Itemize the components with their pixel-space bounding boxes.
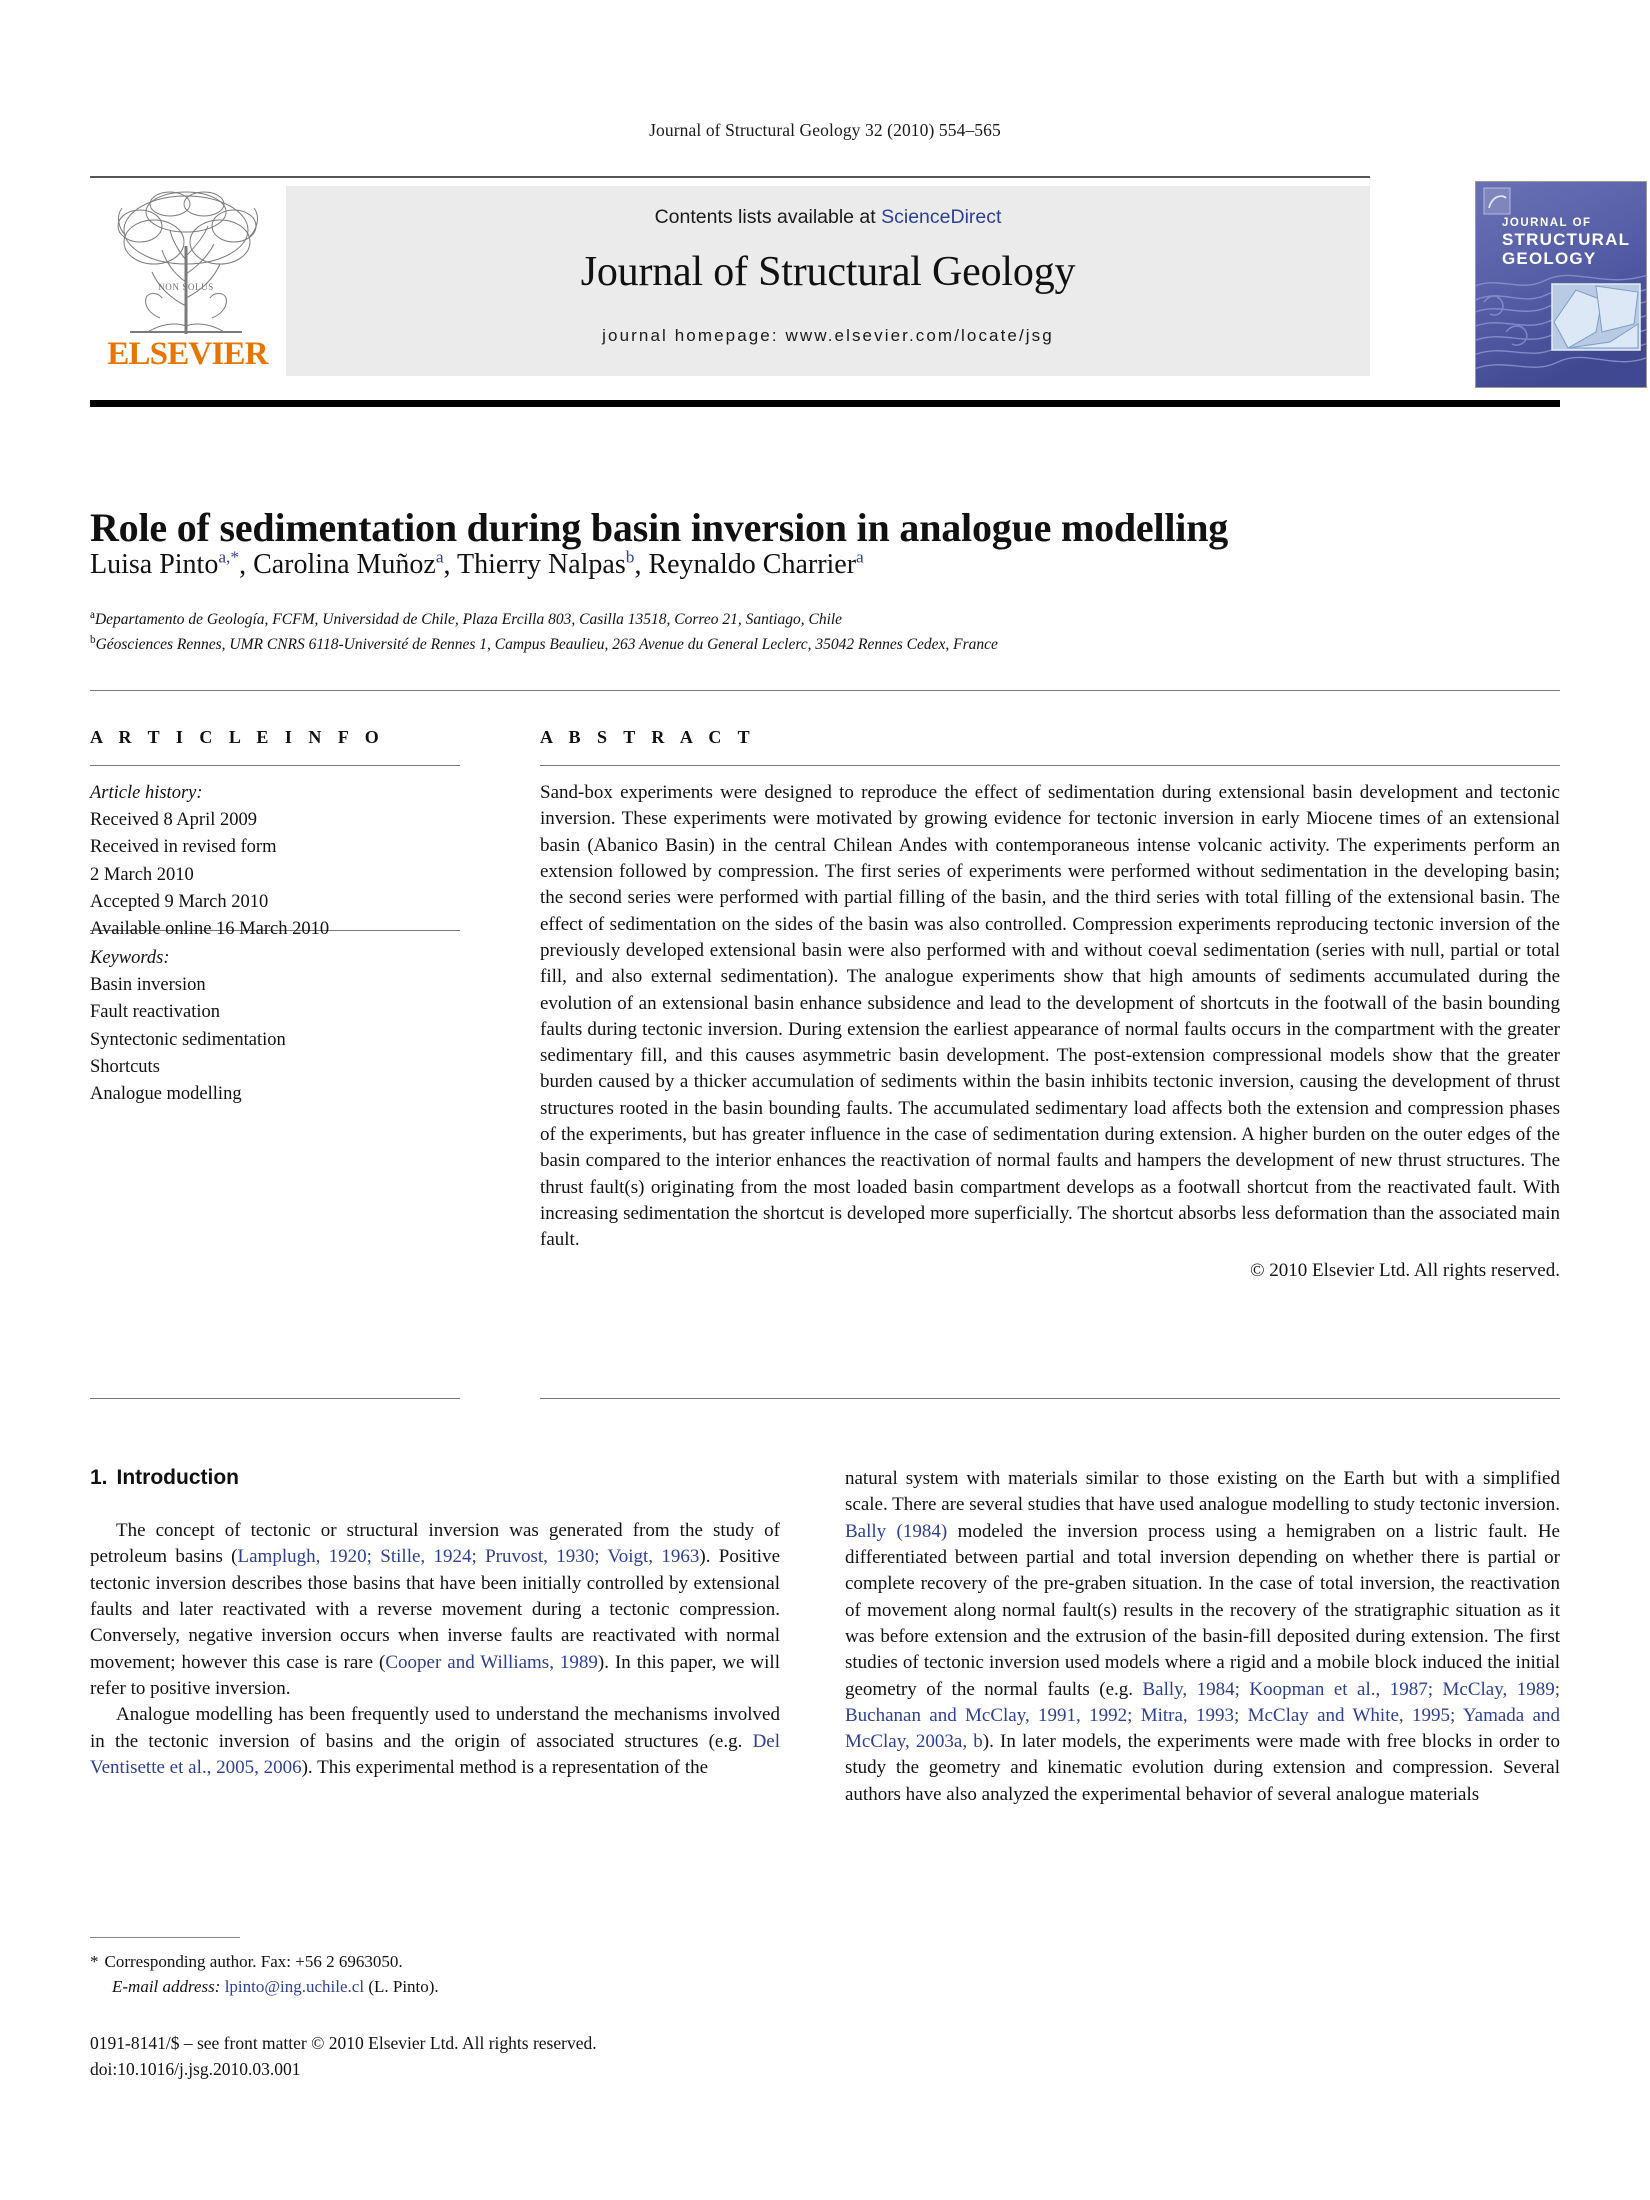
keyword-item: Shortcuts [90, 1056, 160, 1077]
journal-masthead [90, 180, 1631, 400]
abstract-copyright: © 2010 Elsevier Ltd. All rights reserved. [1250, 1259, 1560, 1281]
author-1: Luisa Pinto$^{a,*}$ [90, 548, 240, 581]
keyword-item: Analogue modelling [90, 1083, 242, 1104]
section-title: Introduction [116, 1466, 239, 1489]
divider-above-info [90, 690, 1560, 691]
sciencedirect-link[interactable]: ScienceDirect [881, 206, 1002, 228]
masthead-band [286, 186, 1370, 376]
divider-info-heading [90, 765, 460, 766]
issn-line: 0191-8141/$ – see front matter © 2010 Elsevier Ltd. All rights reserved. [90, 2033, 597, 2053]
elsevier-wordmark: ELSEVIER [107, 336, 268, 372]
history-item: Available online 16 March 2010 [90, 918, 330, 939]
svg-text:JOURNAL OF: JOURNAL OF [1502, 217, 1592, 229]
svg-text:STRUCTURAL: STRUCTURAL [1502, 230, 1631, 249]
affiliation-list [90, 607, 1490, 657]
section-number: 1. [90, 1466, 108, 1489]
running-head: Journal of Structural Geology 32 (2010) 554–565 [649, 120, 1001, 140]
paragraph: Analogue modelling has been frequently used to understand the mechanisms involved in the tectonic inversion of basins and the origin of associated structures (e.g. Del Ventisette et al., 2005, 2006). This experimental method is a representation of the [90, 1704, 780, 1778]
footnote-block [90, 1950, 780, 1999]
doi-line: doi:10.1016/j.jsg.2010.03.001 [90, 2059, 301, 2080]
divider-abstract-heading [540, 765, 1560, 766]
section-heading-introduction [90, 1466, 239, 1490]
journal-title: Journal of Structural Geology [580, 249, 1076, 295]
author-4: Reynaldo Charrier$^a$ [648, 548, 864, 581]
affiliation-a: $^a$Departamento de Geología, FCFM, Universidad de Chile, Plaza Ercilla 803, Casilla 13518, Correo 21, Santiago, Chile [90, 609, 843, 629]
author-2: Carolina Muñoz$^a$ [253, 548, 444, 581]
contents-list-line [286, 206, 1370, 229]
contents-prefix: Contents lists available at [654, 206, 882, 228]
journal-homepage-link[interactable]: journal homepage: www.elsevier.com/locate/jsg [602, 326, 1054, 345]
citation-link[interactable]: Cooper and Williams, 1989 [385, 1651, 598, 1673]
email-note: E-mail address: lpinto@ing.uchile.cl (L. Pinto). [112, 1976, 439, 1996]
keywords-block [90, 945, 490, 1108]
imprint-block [90, 2030, 850, 2083]
body-column-left [90, 1518, 780, 1781]
history-item: Accepted 9 March 2010 [90, 891, 269, 912]
elsevier-logo [90, 186, 286, 386]
keywords-label: Keywords: [90, 948, 170, 968]
divider-info-bottom [90, 1398, 460, 1399]
svg-text:NON SOLUS: NON SOLUS [158, 282, 214, 292]
abstract-heading: A B S T R A C T [540, 727, 756, 747]
history-item: Received in revised form [90, 837, 277, 858]
paragraph: natural system with materials similar to those existing on the Earth but with a simplified scale. There are several studies that have used analogue modelling to study tectonic inversion. Bally (1984) modeled the inversion process using a hemigraben on a listric fault. He differentiated between partial and total inversion depending on whether there is partial or complete recovery of the pre-graben situation. In the case of total inversion, the reactivation of movement along normal fault(s) results in the recovery of the stratigraphic situation as it was before extension and the extrusion of the basin-fill deposited during extension. The first studies of tectonic inversion used models where a rigid and a mobile block induced the initial geometry of the normal faults (e.g. Bally, 1984; Koopman et al., 1987; McClay, 1989; Buchanan and McClay, 1991, 1992; Mitra, 1993; McClay and White, 1995; Yamada and McClay, 2003a, b). In later models, the experiments were made with free blocks in order to study the geometry and kinematic evolution during extension and compression. Several authors have also analyzed the experimental behavior of several analogue materials [845, 1468, 1560, 1805]
author-list: Luisa Pinto$^{a,*}$, Carolina Muñoz$^a$, Thierry Nalpas$^b$, Reynaldo Charrier$^a$ [90, 548, 864, 581]
asterisk-icon: * [90, 1952, 99, 1971]
history-item: 2 March 2010 [90, 864, 194, 885]
email-label: E-mail address: [112, 1976, 221, 1996]
keyword-item: Basin inversion [90, 975, 206, 996]
footnote-rule [90, 1937, 240, 1938]
keyword-item: Fault reactivation [90, 1002, 220, 1023]
author-3: Thierry Nalpas$^b$ [457, 548, 635, 581]
email-link[interactable]: lpinto@ing.uchile.cl [224, 1976, 365, 1996]
paragraph: The concept of tectonic or structural inversion was generated from the study of petroleum basins (Lamplugh, 1920; Stille, 1924; Pruvost, 1930; Voigt, 1963). Positive tectonic inversion describes those basins that have been initially controlled by extensional faults and later reactivated with a reverse movement during a tectonic compression. Conversely, negative inversion occurs when inverse faults are reactivated with normal movement; however this case is rare (Cooper and Williams, 1989). In this paper, we will refer to positive inversion. [90, 1520, 781, 1699]
citation-link[interactable]: Bally (1984) [845, 1520, 948, 1542]
journal-cover-thumbnail [1475, 181, 1647, 388]
abstract-text: Sand-box experiments were designed to reproduce the effect of sedimentation during extensional basin development and tectonic inversion. These experiments were motivated by growing evidence for tectonic inversion in early Miocene times of an extensional basin (Abanico Basin) in the central Chilean Andes with contemporaneous intense volcanic activity. The experiments perform an extension followed by compression. The first series of experiments were performed without sedimentation in the developing basin; the second series were performed with partial filling of the basin, and the third series with total filling of the extensional basin. The effect of sedimentation on the sides of the basin was also controlled. Compression experiments reproducing tectonic inversion of the previously developed extensional basin were also performed with and without coeval sedimentation (series with null, partial or total fill, and also external sedimentation). The analogue experiments show that high amounts of sediments accumulated during the evolution of an extensional basin enhance subsidence and lead to the development of shortcuts in the footwall of the basin bounding faults during tectonic inversion. During extension the earliest appearance of normal faults occurs in the compartment with the greater sedimentary fill, and this causes asymmetric basin development. The post-extension compressional models show that the greater burden caused by a thicker accumulation of sediments within the basin inhibits tectonic inversion, causing the development of thrust structures rooted in the basin bounding faults. The accumulated sedimentary load affects both the extension and compression phases of the experiments, but has greater influence in the case of sedimentation during extension. A higher burden on the outer edges of the basin compared to the interior enhances the reactivation of normal faults and hampers the development of new thrust structures. The thrust fault(s) originating from the most loaded basin compartment develops as a footwall shortcut from the reactivated fault. With increasing sedimentation the shortcut is developed more superficially. The shortcut absorbs less deformation than the associated main fault. [540, 782, 1560, 1251]
article-info-heading: A R T I C L E I N F O [90, 727, 385, 747]
svg-text:GEOLOGY: GEOLOGY [1502, 249, 1597, 268]
affiliation-b: $^b$Géosciences Rennes, UMR CNRS 6118-Université de Rennes 1, Campus Beaulieu, 263 Avenue du General Leclerc, 35042 Rennes Cedex, France [90, 634, 998, 654]
elsevier-tree-icon [100, 186, 275, 338]
citation-link[interactable]: Del Ventisette et al., 2005, 2006 [90, 1730, 780, 1778]
article-history-block [90, 780, 490, 943]
keyword-item: Syntectonic sedimentation [90, 1029, 286, 1050]
history-item: Received 8 April 2009 [90, 810, 257, 831]
article-history-label: Article history: [90, 783, 203, 803]
masthead-bottom-rule [90, 400, 1560, 407]
divider-abstract-bottom [540, 1398, 1560, 1399]
body-column-right [845, 1466, 1560, 1808]
masthead-top-rule [90, 176, 1370, 178]
abstract-block [540, 780, 1560, 1284]
citation-link[interactable]: Bally, 1984; Koopman et al., 1987; McClay, 1989; Buchanan and McClay, 1991, 1992; Mitra, 1993; McClay and White, 1995; Yamada and McClay, 2003a, b [845, 1678, 1560, 1753]
citation-link[interactable]: Lamplugh, 1920; Stille, 1924; Pruvost, 1930; Voigt, 1963 [237, 1546, 700, 1568]
page-title: Role of sedimentation during basin inversion in analogue modelling [90, 504, 1229, 550]
corresponding-author-note: * Corresponding author. Fax: +56 2 6963050. [90, 1952, 403, 1971]
